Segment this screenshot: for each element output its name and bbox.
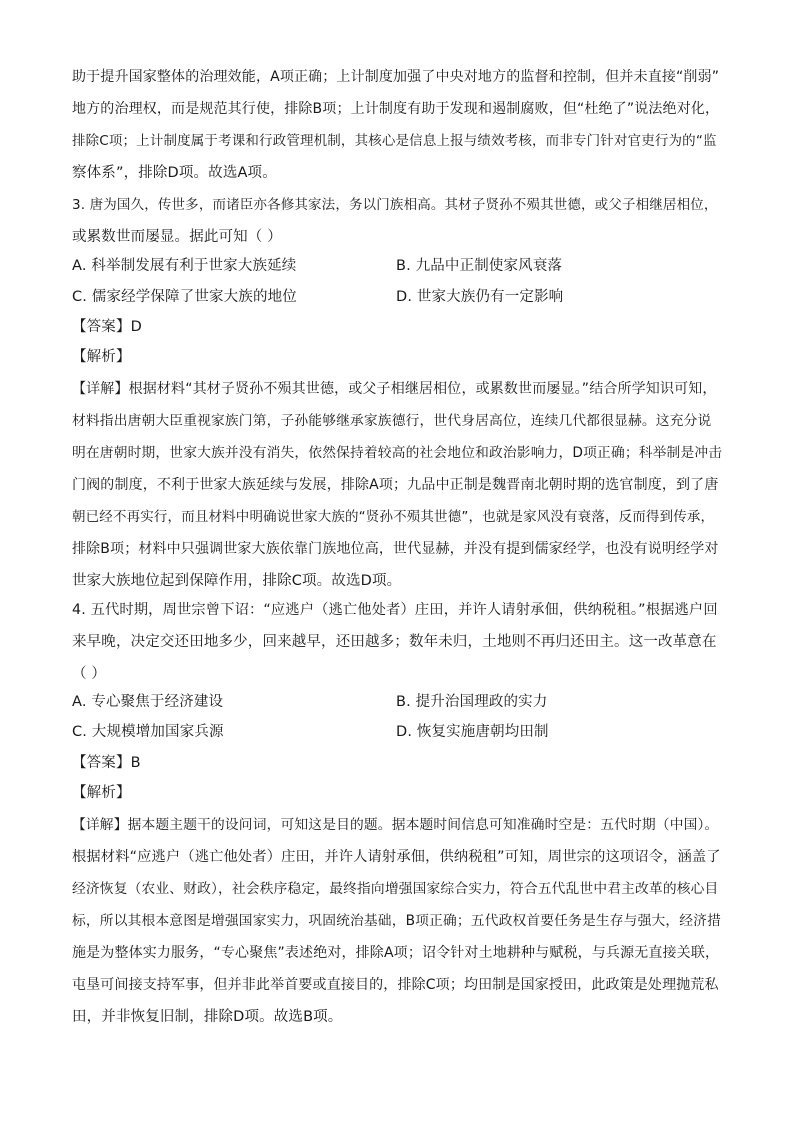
- text-line: 排除C项；上计制度属于考课和行政管理机制，其核心是信息上报与绩效考核，而非专门针对官吏行为的“监: [72, 133, 717, 149]
- text-line: 田，并非恢复旧制，排除D项。故选B项。: [72, 1009, 343, 1025]
- previous-explanation: [72, 61, 722, 189]
- question-4-stem: [72, 594, 722, 690]
- question-3-option-a: A. 科举制发展有利于世家大族延续: [72, 258, 297, 274]
- text-line: 朝已经不再实行，而且材料中明确说世家大族的“贤孙不殒其世德”，也就是家风没有衰落，反而得到传承，: [72, 509, 715, 525]
- text-line: 助于提升国家整体的治理效能，A项正确；上计制度加强了中央对地方的监督和控制，但并未直接“削弱”: [72, 69, 720, 85]
- text-line: 明在唐朝时期，世家大族并没有消失，依然保持着较高的社会地位和政治影响力，D项正确；科举制是冲击: [72, 445, 723, 461]
- question-3-option-c: C. 儒家经学保障了世家大族的地位: [72, 289, 297, 305]
- question-4-option-d: D. 恢复实施唐朝均田制: [396, 724, 549, 740]
- question-4-detail: [72, 809, 722, 1033]
- text-line: 或累数世而屡显。据此可知（ ）: [72, 229, 282, 245]
- text-line: 标，所以其根本意图是增强国家实力，巩固统治基础，B项正确；五代政权首要任务是生存与强大，经济措: [72, 913, 721, 929]
- text-line: 材料指出唐朝大臣重视家族门第，子孙能够继承家族德行，世代身居高位，连续几代都很显赫。这充分说: [72, 413, 712, 429]
- text-line: 【详解】据本题主题干的设问词，可知这是目的题。据本题时间信息可知准确时空是：五代时期（中国）。: [72, 817, 719, 833]
- text-line: 地方的治理权，而是规范其行使，排除B项；上计制度有助于发现和遏制腐败，但“杜绝了”说法绝对化，: [72, 101, 720, 117]
- question-3-answer: 【答案】D: [72, 319, 142, 335]
- text-line: （ ）: [72, 666, 107, 682]
- text-line: 来早晚，决定交还田地多少，回来越早，还田越多；数年未归，土地则不再归还田主。这一改革意在: [72, 634, 717, 650]
- text-line: 世家大族地位起到保障作用，排除C项。故选D项。: [72, 573, 402, 589]
- text-line: 3. 唐为国久，传世多，而诸臣亦各修其家法，务以门族相高。其材子贤孙不殒其世德，或父子相继居相位，: [72, 197, 718, 213]
- text-line: 屯垦可间接支持军事，但并非此举首要或直接目的，排除C项；均田制是国家授田，此政策是处理抛荒私: [72, 977, 719, 993]
- question-3-option-b: B. 九品中正制使家风衰落: [396, 258, 563, 274]
- question-4-option-b: B. 提升治国理政的实力: [396, 694, 548, 710]
- text-line: 门阀的制度，不利于世家大族延续与发展，排除A项；九品中正制是魏晋南北朝时期的选官制度，到了唐: [72, 477, 719, 493]
- text-line: 经济恢复（农业、财政），社会秩序稳定，最终指向增强国家综合实力，符合五代乱世中君主改革的核心目: [72, 881, 719, 897]
- question-4-analysis-label: 【解析】: [72, 785, 131, 801]
- question-3-option-d: D. 世家大族仍有一定影响: [396, 289, 564, 305]
- question-3-analysis-label: 【解析】: [72, 349, 131, 365]
- text-line: 察体系”，排除D项。故选A项。: [72, 165, 277, 181]
- text-line: 4. 五代时期，周世宗曾下诏：“应逃户（逃亡他处者）庄田，并许人请射承佃，供纳税租。”根据逃户回: [72, 602, 718, 618]
- text-line: 排除B项；材料中只强调世家大族依靠门族地位高，世代显赫，并没有提到儒家经学，也没有说明经学对: [72, 541, 719, 557]
- text-line: 施是为整体实力服务，“专心聚焦”表述绝对，排除A项；诏令针对土地耕种与赋税，与兵源无直接关联，: [72, 945, 720, 961]
- text-line: 根据材料“应逃户（逃亡他处者）庄田，并许人请射承佃，供纳税租”可知，周世宗的这项诏令，涵盖了: [72, 849, 721, 865]
- question-3-detail: [72, 373, 722, 597]
- text-line: 【详解】根据材料“其材子贤孙不殒其世德，或父子相继居相位，或累数世而屡显。”结合所学知识可知，: [72, 381, 717, 397]
- question-4-option-a: A. 专心聚焦于经济建设: [72, 694, 224, 710]
- question-4-option-c: C. 大规模增加国家兵源: [72, 724, 224, 740]
- question-4-answer: 【答案】B: [72, 755, 141, 771]
- question-3-stem: [72, 189, 722, 253]
